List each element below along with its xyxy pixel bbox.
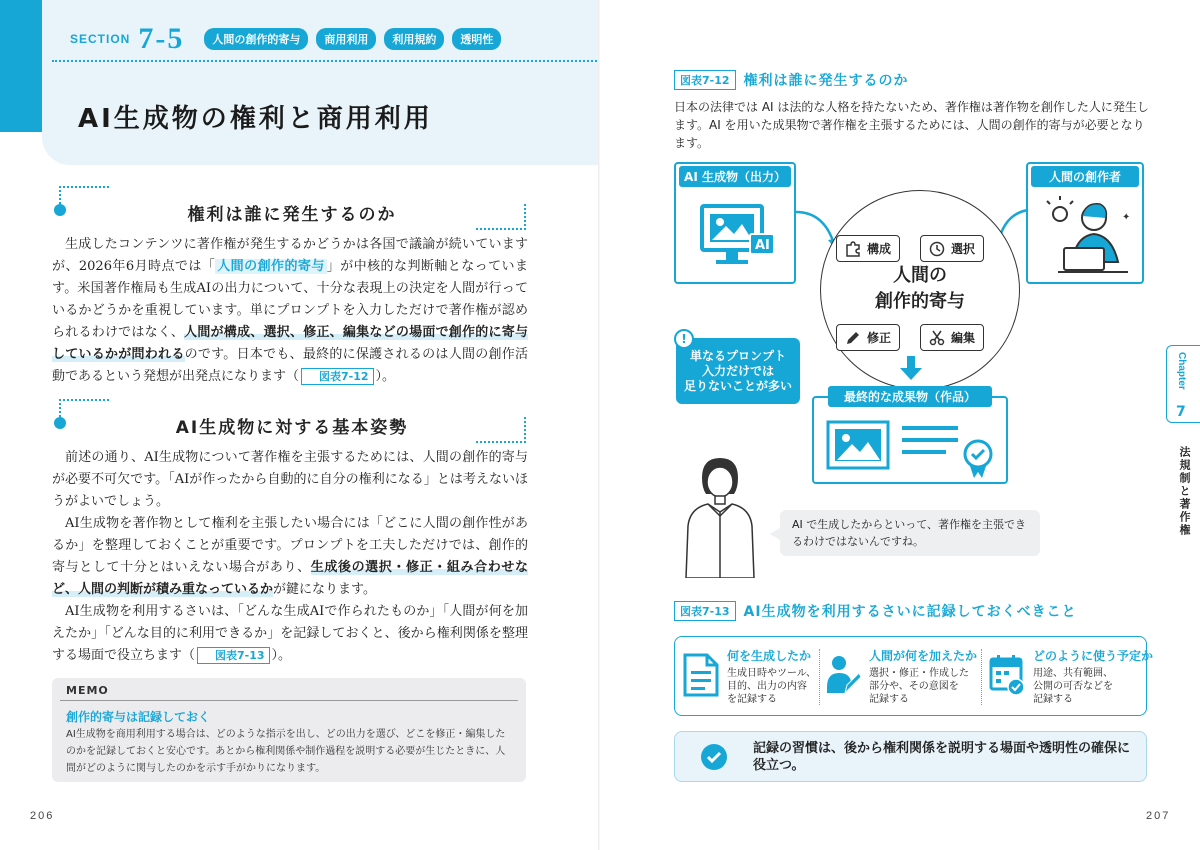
- record-item-human-edits: 人間が何を加えたか 選択・修正・作成した 部分や、その意図を 記録する: [825, 647, 985, 709]
- human-creator-label: 人間の創作者: [1031, 166, 1139, 187]
- check-circle-icon: [701, 744, 727, 770]
- pencil-icon: [845, 330, 861, 346]
- paragraph-4: AI生成物を利用するさいは、「どんな生成AIで作られたものか」「人間が何を加えたか」「どんな目的に利用できるか」を記録しておくと、後から権利関係を整理する場面で役立ちます（ 図表7-13 ）。: [52, 604, 528, 663]
- speech-bubble: AI で生成したからといって、著作権を主張できるわけではないんですね。: [780, 510, 1040, 556]
- highlight-human-contribution: 人間の創作的寄与: [217, 259, 325, 274]
- memo-body: AI生成物を商用利用する場合は、どのような指示を出し、どの出力を選び、どこを修正・編集したのかを記録しておくと安心です。あとから権利関係や制作過程を説明する必要が生じたときに、人間がどのように関与したのかを示す手がかりになります。: [66, 729, 506, 774]
- paragraph-group-2: [52, 447, 528, 667]
- down-arrow-icon: [900, 356, 922, 382]
- person-illustration: [680, 456, 760, 578]
- chip-structure: 構成: [836, 235, 900, 262]
- chip-selection: 選択: [920, 235, 984, 262]
- section-header: [70, 22, 501, 56]
- figure-title: AI生成物を利用するさいに記録しておくべきこと: [743, 604, 1077, 620]
- tag-creative-contribution: 人間の創作的寄与: [204, 28, 308, 50]
- calendar-check-icon: [989, 653, 1025, 697]
- puzzle-icon: [845, 241, 861, 257]
- summary-box: [674, 731, 1147, 782]
- summary-text: 記録の習慣は、後から権利関係を説明する場面や透明性の確保に役立つ。: [753, 741, 1131, 773]
- chip-arrange: 編集: [920, 324, 984, 351]
- emphasis-text: 生成後の選択・修正・組み合わせなど、人間の判断が積み重なっているか: [52, 560, 528, 597]
- human-creator-frame: [1026, 162, 1144, 284]
- figure-label: 図表7-12: [674, 70, 736, 90]
- record-items-box: [674, 636, 1154, 716]
- record-item-usage: どのように使う予定か 用途、共有範囲、 公開の可否などを 記録する: [989, 647, 1141, 709]
- ai-badge: AI: [755, 238, 770, 253]
- figure-label: 図表7-13: [674, 601, 736, 621]
- person-at-laptop-icon: [1042, 192, 1132, 278]
- memo-title: 創作的寄与は記録しておく: [66, 710, 211, 724]
- page-number-left: 206: [30, 810, 55, 822]
- scissors-icon: [929, 330, 945, 346]
- chip-edit: 修正: [836, 324, 900, 351]
- exclamation-icon: !: [674, 329, 694, 349]
- tag-terms-of-use: 利用規約: [384, 28, 444, 50]
- section-dotted-divider: [52, 60, 600, 62]
- figure-title: 権利は誰に発生するのか: [743, 73, 909, 89]
- emphasis-text: 人間が構成、選択、修正、編集などの場面で創作的に寄与しているかが問われる: [52, 325, 528, 362]
- section-word: SECTION: [70, 32, 131, 46]
- heading-basic-stance: [52, 399, 532, 443]
- svg-text:✦: ✦: [1122, 212, 1131, 223]
- figure-ref-7-12[interactable]: 図表7-12: [301, 368, 374, 385]
- final-work-label: 最終的な成果物（作品）: [828, 386, 992, 407]
- heading-rights: [52, 186, 532, 230]
- final-work-frame: [812, 396, 1008, 484]
- chapter-name: 法規制と著作権: [1178, 446, 1191, 537]
- figure-ref-7-13[interactable]: 図表7-13: [197, 647, 270, 664]
- prompt-warning-callout: 単なるプロンプト 入力だけでは 足りないことが多い: [676, 338, 800, 404]
- heading-text: 権利は誰に発生するのか: [187, 205, 397, 225]
- paragraph-3: AI生成物を著作物として権利を主張したい場合には「どこに人間の創作性があるか」を整理しておくことが重要です。プロンプトを工夫しただけでは、創作的寄与として十分とはいえない場合があり、生成後の選択・修正・組み合わせなど、人間の判断が積み重なっているかが鍵になります。: [52, 516, 528, 597]
- person-pen-icon: [825, 653, 861, 697]
- memo-tab: MEMO: [66, 684, 109, 697]
- ai-output-frame: [674, 162, 796, 284]
- figure-7-12-header: [674, 70, 909, 90]
- figure-description: 日本の法律では AI は法的な人格を持たないため、著作権は著作物を創作した人に発生します。AI を用いた成果物で著作権を主張するためには、人間の創作的寄与が必要となります。: [674, 100, 1149, 150]
- tag-commercial-use: 商用利用: [316, 28, 376, 50]
- heading-text: AI生成物に対する基本姿勢: [175, 418, 409, 438]
- circle-title: 人間の 創作的寄与: [875, 265, 965, 312]
- ai-output-label: AI 生成物（出力）: [679, 166, 791, 187]
- section-number: 7-5: [138, 22, 185, 55]
- memo-box: [52, 678, 526, 782]
- page-title: AI生成物の権利と商用利用: [78, 104, 433, 134]
- corner-accent-block: [0, 0, 42, 132]
- clock-icon: [929, 241, 945, 257]
- chapter-tab[interactable]: Chapter 7: [1166, 345, 1200, 423]
- page-number-right: 207: [1146, 810, 1171, 822]
- paragraph-2: 前述の通り、AI生成物について著作権を主張するためには、人間の創作的寄与が必要不可欠です。「AIが作ったから自動的に自分の権利になる」とは考えないほうがよいでしょう。: [52, 450, 528, 509]
- document-list-icon: [683, 653, 719, 697]
- tag-transparency: 透明性: [452, 28, 501, 50]
- document-certificate-icon: [826, 416, 998, 478]
- record-item-what: 何を生成したか 生成日時やツール、 目的、出力の内容 を記録する: [683, 647, 823, 709]
- figure-7-13-header: [674, 601, 1077, 621]
- paragraph-1: 生成したコンテンツに著作権が発生するかどうかは各国で議論が続いていますが、2026年6月時点では「 人間の創作的寄与 」が中核的な判断軸となっています。米国著作権局も生成AIの出力について、十分な表現上の決定を人間が行っているかどうかを重視しています。単にプロンプトを入力しただけで著作権が認められるわけではなく、人間が構成、選択、修正、編集などの場面で創作的に寄与しているかが問われるのです。日本でも、最終的に保護されるのは人間の創作活動であるという発想が出発点になります（ 図表7-12 ）。: [52, 237, 528, 384]
